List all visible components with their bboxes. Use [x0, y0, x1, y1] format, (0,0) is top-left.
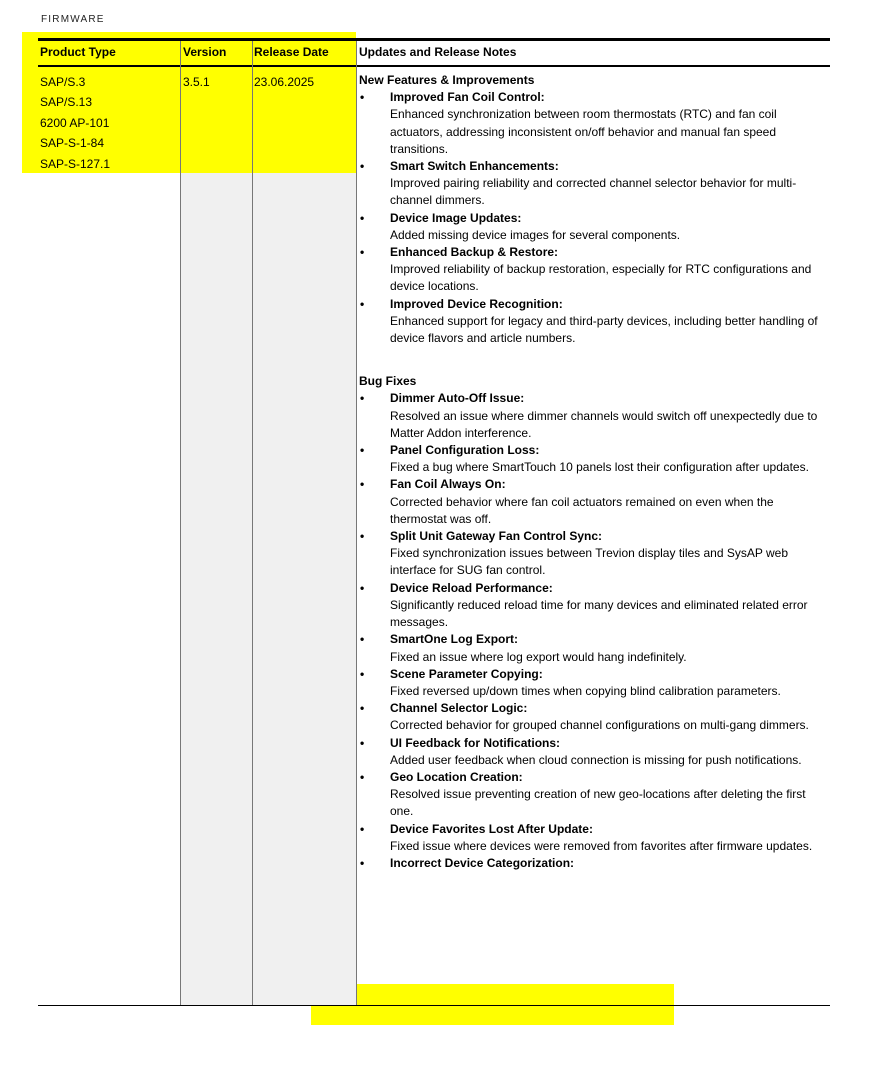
- list-item: [359, 158, 829, 210]
- column-divider: [356, 41, 357, 1005]
- bullet-icon: •: [360, 477, 365, 492]
- list-item: [359, 580, 829, 632]
- product-type: SAP/S.13: [40, 95, 93, 110]
- bullet-icon: •: [360, 443, 365, 458]
- bullet-icon: •: [360, 632, 365, 647]
- item-title: Panel Configuration Loss:: [390, 443, 540, 458]
- bug-fixes-heading: Bug Fixes: [359, 374, 417, 389]
- bullet-icon: •: [360, 391, 365, 406]
- list-item: [359, 821, 829, 855]
- bullet-icon: •: [360, 159, 365, 174]
- list-item: [359, 769, 829, 821]
- item-title: Dimmer Auto-Off Issue:: [390, 391, 525, 406]
- item-title: Improved Device Recognition:: [390, 296, 563, 311]
- item-description: Fixed reversed up/down times when copying blind calibration parameters.: [390, 683, 781, 698]
- item-description: Enhanced synchronization between room thermostats (RTC) and fan coil actuators, addressing inconsistent on/off behavior and manual fan speed transitions.: [390, 107, 777, 156]
- product-type: SAP-S-1-84: [40, 136, 105, 151]
- table-top-rule: [38, 38, 830, 41]
- version-value: 3.5.1: [183, 75, 210, 89]
- list-item: [359, 855, 829, 872]
- header-release-date: Release Date: [254, 45, 329, 59]
- list-item: [359, 666, 829, 700]
- item-title: Device Reload Performance:: [390, 580, 553, 595]
- product-type: SAP/S.3: [40, 75, 86, 89]
- header-version: Version: [183, 45, 227, 59]
- list-item: [359, 296, 829, 348]
- product-type: SAP-S-127.1: [40, 156, 111, 171]
- new-features-heading: New Features & Improvements: [359, 73, 535, 87]
- list-item: [359, 210, 829, 244]
- list-item: [359, 442, 829, 476]
- item-description: Corrected behavior for grouped channel configurations on multi-gang dimmers.: [390, 718, 809, 733]
- item-description: Corrected behavior where fan coil actuators remained on even when the thermostat was off.: [390, 494, 774, 526]
- item-title: Device Image Updates:: [390, 210, 522, 225]
- bullet-icon: •: [360, 296, 365, 311]
- bullet-icon: •: [360, 735, 365, 750]
- product-type: 6200 AP-101: [40, 115, 110, 130]
- bullet-icon: •: [360, 666, 365, 681]
- item-title: Incorrect Device Categorization:: [390, 855, 575, 870]
- bullet-icon: •: [360, 210, 365, 225]
- item-title: Enhanced Backup & Restore:: [390, 245, 559, 260]
- list-item: [359, 476, 829, 528]
- header-release-notes: Updates and Release Notes: [359, 45, 517, 59]
- table-header-rule: [38, 65, 830, 67]
- bullet-icon: •: [360, 245, 365, 260]
- item-description: Fixed synchronization issues between Trevion display tiles and SysAP web interface for SUG fan control.: [390, 546, 788, 578]
- list-item: [359, 700, 829, 734]
- item-title: Channel Selector Logic:: [390, 701, 528, 716]
- release-notes-cell: [359, 72, 829, 872]
- empty-cell-fill: [181, 173, 356, 1005]
- item-title: Improved Fan Coil Control:: [390, 90, 545, 105]
- item-description: Added missing device images for several components.: [390, 227, 681, 242]
- bullet-icon: •: [360, 855, 365, 870]
- item-description: Significantly reduced reload time for many devices and eliminated related error messages.: [390, 597, 808, 630]
- bug-fixes-list: [359, 390, 829, 872]
- item-title: SmartOne Log Export:: [390, 632, 519, 647]
- new-features-list: [359, 89, 829, 347]
- item-title: Split Unit Gateway Fan Control Sync:: [390, 529, 603, 544]
- list-item: [359, 735, 829, 769]
- item-description: Fixed a bug where SmartTouch 10 panels lost their configuration after updates.: [390, 460, 809, 475]
- item-title: Fan Coil Always On:: [390, 477, 506, 492]
- release-date-value: 23.06.2025: [254, 75, 315, 89]
- bullet-icon: •: [360, 821, 365, 836]
- item-title: Geo Location Creation:: [390, 769, 523, 784]
- item-title: Smart Switch Enhancements:: [390, 159, 559, 174]
- item-title: Device Favorites Lost After Update:: [390, 821, 593, 836]
- bullet-icon: •: [360, 769, 365, 784]
- bullet-icon: •: [360, 529, 365, 544]
- item-description: Added user feedback when cloud connection is missing for push notifications.: [390, 752, 802, 767]
- list-item: [359, 528, 829, 580]
- item-description: Improved pairing reliability and corrected channel selector behavior for multi-channel dimmers.: [390, 176, 797, 208]
- item-description: Improved reliability of backup restoration, especially for RTC configurations and device locations.: [390, 262, 812, 294]
- bullet-icon: •: [360, 90, 365, 105]
- item-description: Fixed issue where devices were removed from favorites after firmware updates.: [390, 838, 813, 853]
- item-description: Enhanced support for legacy and third-party devices, including better handling of device flavors and article numbers.: [390, 313, 818, 346]
- list-item: [359, 244, 829, 296]
- product-type-list: [40, 73, 110, 175]
- item-description: Resolved an issue where dimmer channels would switch off unexpectedly due to Matter Addon interference.: [390, 408, 818, 440]
- bullet-icon: •: [360, 580, 365, 595]
- list-item: [359, 89, 829, 158]
- header-product-type: Product Type: [40, 45, 116, 59]
- column-divider: [252, 41, 253, 1005]
- item-title: UI Feedback for Notifications:: [390, 735, 561, 750]
- list-item: [359, 390, 829, 442]
- bullet-icon: •: [360, 701, 365, 716]
- item-description: Resolved issue preventing creation of new geo-locations after deleting the first one.: [390, 787, 806, 819]
- item-title: Scene Parameter Copying:: [390, 666, 543, 681]
- section-label: FIRMWARE: [41, 14, 105, 25]
- item-description: Fixed an issue where log export would hang indefinitely.: [390, 649, 687, 664]
- list-item: [359, 631, 829, 665]
- column-divider: [180, 41, 181, 1005]
- table-bottom-rule: [38, 1005, 830, 1006]
